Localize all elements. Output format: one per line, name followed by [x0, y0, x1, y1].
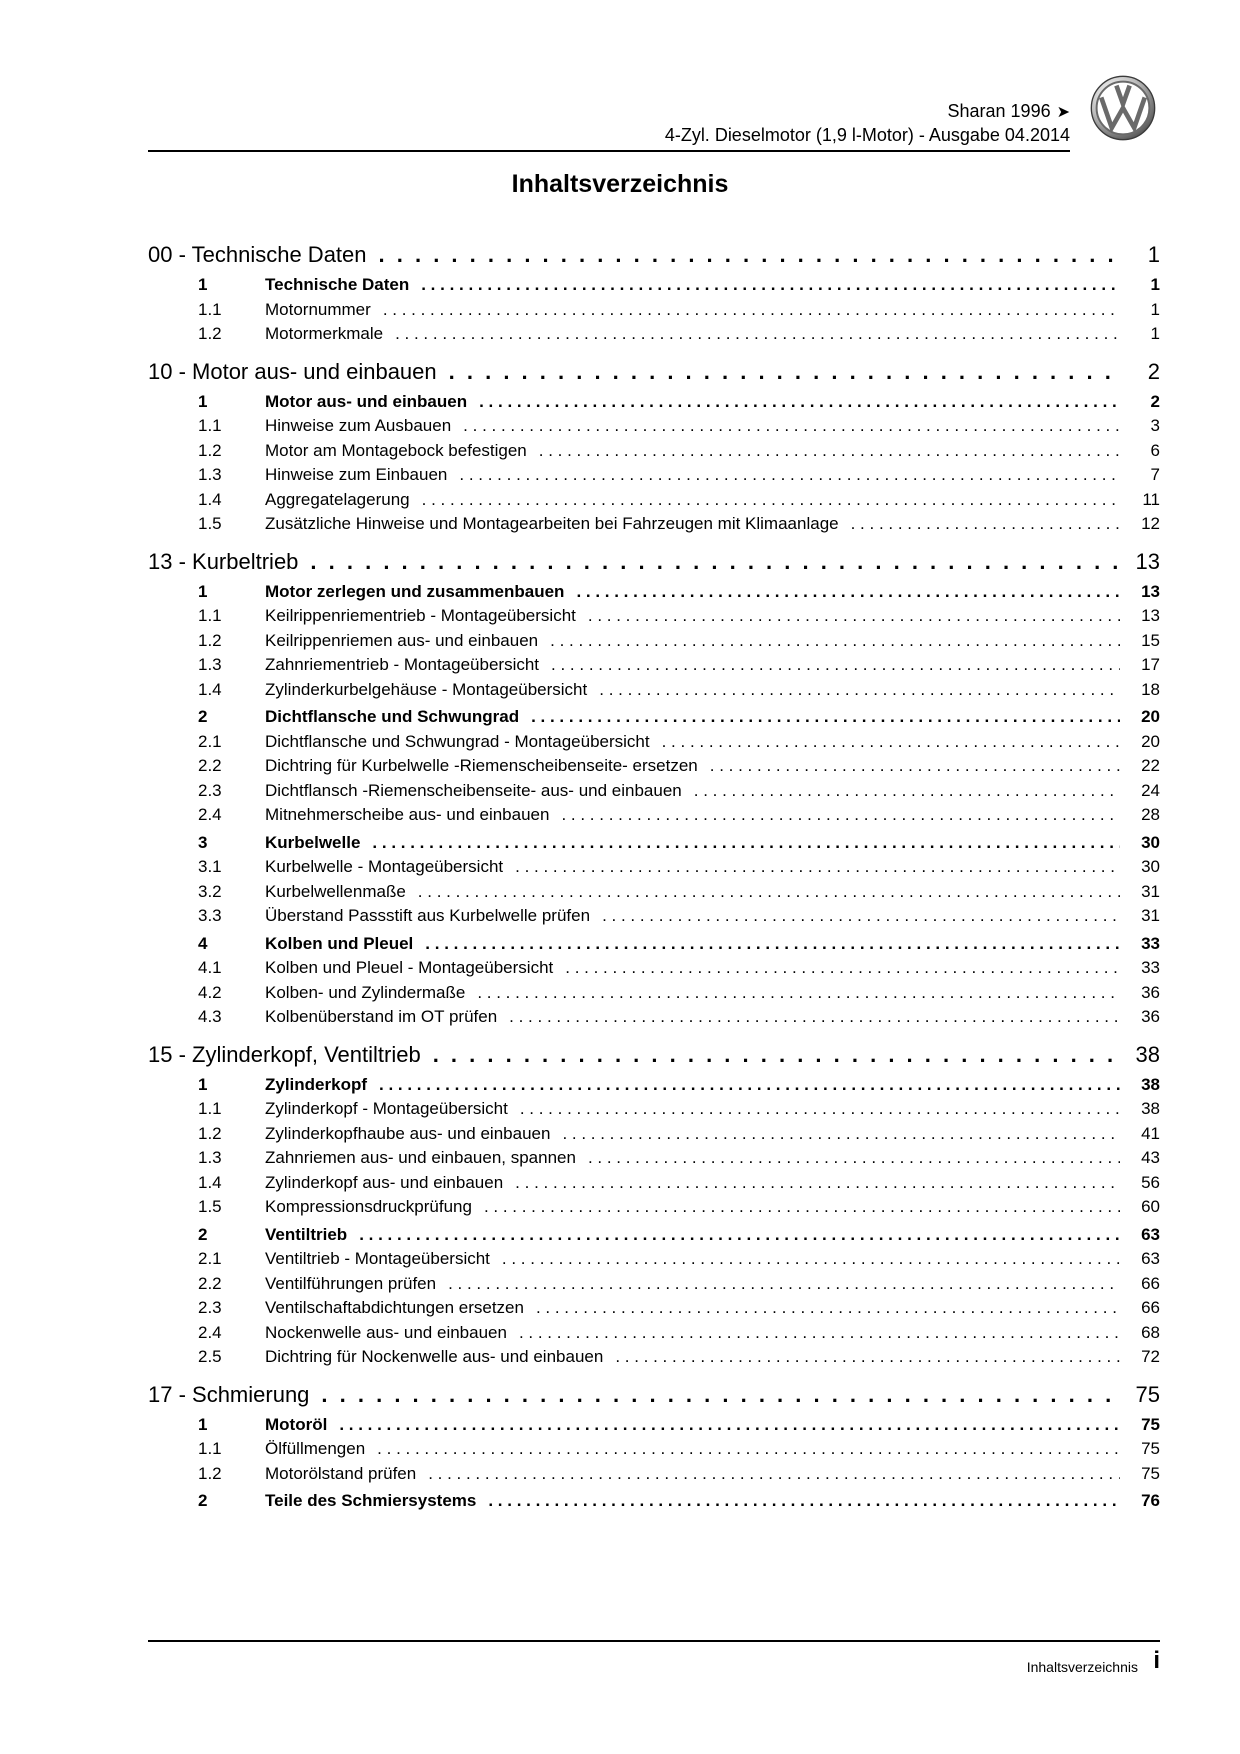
- toc-subsection[interactable]: [148, 981, 1160, 1006]
- entry-label: Motorölstand prüfen: [265, 1463, 417, 1483]
- entry-number: 1.4: [198, 489, 222, 509]
- dot-leader: [422, 488, 1120, 513]
- entry-number: 3: [198, 832, 208, 852]
- dot-leader: [519, 1321, 1120, 1346]
- entry-number: 1.1: [198, 1099, 222, 1118]
- entry-number: 1: [198, 1414, 208, 1434]
- entry-label: Ventiltrieb - Montageübersicht: [265, 1249, 490, 1268]
- entry-label: Keilrippenriementrieb - Montageübersicht: [265, 606, 576, 625]
- entry-number: 1.2: [198, 630, 222, 650]
- entry-number: 1.1: [198, 1439, 222, 1458]
- dot-leader: [359, 1222, 1120, 1248]
- entry-label: Kurbelwelle: [265, 832, 361, 852]
- entry-page-number: 11: [1142, 489, 1160, 509]
- toc-subsection[interactable]: [148, 322, 1160, 347]
- dot-leader: [484, 1195, 1120, 1220]
- entry-number: 1.2: [198, 1463, 222, 1483]
- entry-page-number: 2: [1147, 358, 1160, 384]
- entry-number: 1.1: [198, 299, 222, 319]
- entry-number: 2.4: [198, 805, 222, 824]
- dot-leader: [562, 1122, 1120, 1147]
- toc-subsection[interactable]: [148, 604, 1160, 629]
- dot-leader: [509, 1005, 1120, 1030]
- entry-page-number: 1: [1150, 299, 1160, 319]
- toc-subsection[interactable]: [148, 779, 1160, 804]
- dot-leader: [459, 463, 1120, 488]
- entry-page-number: 22: [1141, 756, 1160, 775]
- entry-page-number: 12: [1141, 514, 1160, 533]
- toc-subsection[interactable]: [148, 439, 1160, 464]
- entry-label: Überstand Passstift aus Kurbelwelle prüfen: [265, 906, 591, 925]
- toc-chapter[interactable]: [148, 547, 1160, 577]
- entry-label: Dichtflansche und Schwungrad: [265, 707, 520, 726]
- entry-number: 1.3: [198, 655, 222, 674]
- entry-label: Keilrippenriemen aus- und einbauen: [265, 630, 539, 650]
- toc-section[interactable]: [148, 579, 1160, 605]
- dot-leader: [448, 1272, 1120, 1297]
- toc-chapter[interactable]: [148, 357, 1160, 387]
- entry-page-number: 41: [1141, 1123, 1160, 1143]
- dot-leader: [520, 1097, 1120, 1122]
- dot-leader: [383, 298, 1120, 323]
- entry-label: Kolben und Pleuel - Montageübersicht: [265, 958, 554, 977]
- entry-label: Kurbelwellenmaße: [265, 881, 406, 901]
- entry-page-number: 66: [1141, 1273, 1160, 1293]
- dot-leader: [561, 803, 1120, 828]
- toc-chapter[interactable]: [148, 1040, 1160, 1070]
- dot-leader: [588, 604, 1120, 629]
- dot-leader: [433, 1040, 1120, 1070]
- entry-number: 2.2: [198, 1273, 222, 1293]
- dot-leader: [488, 1488, 1120, 1514]
- entry-label: Zylinderkopf: [265, 1074, 368, 1094]
- toc-section[interactable]: [148, 931, 1160, 957]
- next-arrow-icon: ➤: [1056, 104, 1070, 121]
- dot-leader: [710, 754, 1120, 779]
- entry-number: 1: [198, 391, 208, 411]
- entry-label: 13 - Kurbeltrieb: [148, 548, 299, 574]
- entry-page-number: 36: [1141, 982, 1160, 1002]
- entry-number: 3.1: [198, 857, 222, 876]
- entry-page-number: 30: [1141, 857, 1160, 876]
- toc-subsection[interactable]: [148, 855, 1160, 880]
- entry-label: Motormerkmale: [265, 324, 384, 343]
- entry-number: 4.1: [198, 958, 222, 977]
- dot-leader: [425, 931, 1120, 957]
- dot-leader: [576, 579, 1120, 605]
- entry-label: Ventilführungen prüfen: [265, 1273, 437, 1293]
- entry-page-number: 15: [1141, 630, 1160, 650]
- dot-leader: [449, 357, 1120, 387]
- entry-page-number: 72: [1141, 1347, 1160, 1366]
- entry-page-number: 33: [1141, 958, 1160, 977]
- entry-label: 17 - Schmierung: [148, 1381, 310, 1407]
- toc-subsection[interactable]: [148, 803, 1160, 828]
- entry-label: Kolben und Pleuel: [265, 933, 414, 953]
- entry-label: Technische Daten: [265, 275, 410, 294]
- dot-leader: [418, 880, 1120, 905]
- toc-subsection[interactable]: [148, 629, 1160, 654]
- entry-page-number: 33: [1141, 933, 1160, 953]
- toc-subsection[interactable]: [148, 678, 1160, 703]
- table-of-contents: [148, 240, 1160, 1514]
- entry-number: 2.4: [198, 1322, 222, 1342]
- entry-number: 4.2: [198, 982, 222, 1002]
- entry-number: 3.2: [198, 881, 222, 901]
- entry-page-number: 1: [1147, 242, 1160, 267]
- toc-subsection[interactable]: [148, 1171, 1160, 1196]
- entry-page-number: 75: [1135, 1381, 1160, 1407]
- entry-label: Hinweise zum Ausbauen: [265, 416, 452, 435]
- toc-subsection[interactable]: [148, 298, 1160, 323]
- entry-page-number: 66: [1141, 1298, 1160, 1317]
- dot-leader: [662, 730, 1120, 755]
- entry-page-number: 2: [1150, 391, 1160, 411]
- toc-subsection[interactable]: [148, 1296, 1160, 1321]
- dot-leader: [379, 1072, 1120, 1098]
- entry-page-number: 13: [1141, 606, 1160, 625]
- dot-leader: [851, 512, 1120, 537]
- dot-leader: [477, 981, 1120, 1006]
- toc-subsection[interactable]: [148, 1462, 1160, 1487]
- entry-label: Hinweise zum Einbauen: [265, 465, 448, 484]
- toc-section[interactable]: [148, 704, 1160, 730]
- dot-leader: [479, 389, 1120, 415]
- entry-page-number: 36: [1141, 1007, 1160, 1026]
- toc-subsection[interactable]: [148, 1345, 1160, 1370]
- entry-number: 2.5: [198, 1347, 222, 1366]
- entry-number: 1: [198, 1074, 208, 1094]
- entry-label: Mitnehmerscheibe aus- und einbauen: [265, 805, 550, 824]
- entry-label: Teile des Schmiersystems: [265, 1491, 477, 1510]
- entry-number: 2.2: [198, 756, 222, 775]
- entry-label: Ventilschaftabdichtungen ersetzen: [265, 1298, 524, 1317]
- entry-page-number: 31: [1141, 881, 1160, 901]
- entry-page-number: 18: [1141, 679, 1160, 699]
- entry-page-number: 75: [1141, 1414, 1160, 1434]
- entry-label: Kurbelwelle - Montageübersicht: [265, 857, 504, 876]
- entry-number: 4: [198, 933, 208, 953]
- entry-label: Motoröl: [265, 1414, 328, 1434]
- dot-leader: [550, 629, 1120, 654]
- entry-number: 1.4: [198, 679, 222, 699]
- toc-section[interactable]: [148, 389, 1160, 415]
- toc-subsection[interactable]: [148, 1437, 1160, 1462]
- entry-number: 2.1: [198, 731, 222, 751]
- toc-section[interactable]: [148, 1488, 1160, 1514]
- dot-leader: [515, 855, 1120, 880]
- toc-subsection[interactable]: [148, 1195, 1160, 1220]
- entry-page-number: 1: [1150, 275, 1160, 294]
- entry-label: Motor am Montagebock befestigen: [265, 440, 527, 460]
- entry-page-number: 13: [1135, 548, 1160, 574]
- toc-section[interactable]: [148, 1222, 1160, 1248]
- toc-subsection[interactable]: [148, 754, 1160, 779]
- entry-page-number: 75: [1141, 1439, 1160, 1458]
- entry-label: Nockenwelle aus- und einbauen: [265, 1322, 507, 1342]
- entry-label: Ölfüllmengen: [265, 1439, 366, 1458]
- entry-page-number: 60: [1141, 1197, 1160, 1216]
- entry-page-number: 68: [1141, 1322, 1160, 1342]
- entry-page-number: 38: [1141, 1074, 1160, 1094]
- entry-number: 1.2: [198, 1123, 222, 1143]
- entry-number: 1.3: [198, 1148, 222, 1167]
- page-footer: [148, 1640, 1160, 1675]
- toc-subsection[interactable]: [148, 414, 1160, 439]
- entry-page-number: 38: [1135, 1041, 1160, 1067]
- dot-leader: [502, 1247, 1120, 1272]
- entry-number: 1: [198, 275, 208, 294]
- entry-label: 10 - Motor aus- und einbauen: [148, 358, 437, 384]
- dot-leader: [515, 1171, 1120, 1196]
- vw-logo: [1090, 75, 1156, 141]
- entry-label: Zylinderkopf - Montageübersicht: [265, 1099, 508, 1118]
- dot-leader: [565, 956, 1120, 981]
- entry-label: 15 - Zylinderkopf, Ventiltrieb: [148, 1041, 421, 1067]
- dot-leader: [551, 653, 1120, 678]
- entry-number: 1: [198, 581, 208, 601]
- dot-leader: [310, 547, 1120, 577]
- entry-page-number: 20: [1141, 731, 1160, 751]
- entry-page-number: 3: [1150, 416, 1160, 435]
- entry-label: Motor zerlegen und zusammenbauen: [265, 581, 565, 601]
- toc-section[interactable]: [148, 830, 1160, 856]
- dot-leader: [539, 439, 1120, 464]
- entry-label: Dichtring für Kurbelwelle -Riemenscheibenseite- ersetzen: [265, 756, 698, 775]
- toc-subsection[interactable]: [148, 1146, 1160, 1171]
- header-text: [665, 100, 1070, 147]
- toc-subsection[interactable]: [148, 1321, 1160, 1346]
- entry-label: Dichtflansch -Riemenscheibenseite- aus- und einbauen: [265, 780, 682, 800]
- footer-page-number: i: [1153, 1647, 1160, 1674]
- dot-leader: [602, 904, 1120, 929]
- entry-number: 4.3: [198, 1007, 222, 1026]
- entry-label: Motor aus- und einbauen: [265, 391, 468, 411]
- entry-number: 2.3: [198, 1298, 222, 1317]
- toc-subsection[interactable]: [148, 904, 1160, 929]
- entry-number: 2: [198, 707, 208, 726]
- entry-page-number: 1: [1150, 324, 1160, 343]
- entry-number: 3.3: [198, 906, 222, 925]
- entry-page-number: 63: [1141, 1224, 1160, 1244]
- entry-page-number: 20: [1141, 707, 1160, 726]
- toc-subsection[interactable]: [148, 1272, 1160, 1297]
- entry-number: 1.5: [198, 514, 222, 533]
- toc-subsection[interactable]: [148, 956, 1160, 981]
- entry-page-number: 75: [1141, 1463, 1160, 1483]
- toc-subsection[interactable]: [148, 488, 1160, 513]
- dot-leader: [588, 1146, 1120, 1171]
- model-line: [665, 100, 1070, 124]
- dot-leader: [372, 830, 1120, 856]
- entry-number: 1.4: [198, 1172, 222, 1192]
- page-header: [148, 86, 1070, 152]
- entry-label: Zahnriemen aus- und einbauen, spannen: [265, 1148, 576, 1167]
- dot-leader: [339, 1412, 1120, 1438]
- toc-subsection[interactable]: [148, 1097, 1160, 1122]
- entry-page-number: 76: [1141, 1491, 1160, 1510]
- dot-leader: [615, 1345, 1120, 1370]
- dot-leader: [536, 1296, 1120, 1321]
- entry-number: 2: [198, 1224, 208, 1244]
- entry-label: Zylinderkurbelgehäuse - Montageübersicht: [265, 679, 588, 699]
- entry-label: Zylinderkopfhaube aus- und einbauen: [265, 1123, 551, 1143]
- entry-number: 1.2: [198, 324, 222, 343]
- toc-chapter[interactable]: [148, 1380, 1160, 1410]
- dot-leader: [463, 414, 1120, 439]
- model-name: Sharan 1996: [947, 101, 1051, 121]
- entry-page-number: 7: [1150, 465, 1160, 484]
- dot-leader: [395, 322, 1120, 347]
- dot-leader: [421, 272, 1120, 298]
- toc-subsection[interactable]: [148, 1122, 1160, 1147]
- dot-leader: [321, 1380, 1120, 1410]
- toc-subsection[interactable]: [148, 463, 1160, 488]
- entry-number: 1.3: [198, 465, 222, 484]
- toc-chapter[interactable]: [148, 240, 1160, 270]
- entry-page-number: 38: [1141, 1099, 1160, 1118]
- entry-page-number: 56: [1141, 1172, 1160, 1192]
- entry-page-number: 6: [1150, 440, 1160, 460]
- dot-leader: [379, 240, 1120, 270]
- entry-page-number: 31: [1141, 906, 1160, 925]
- page-title: Inhaltsverzeichnis: [511, 170, 729, 198]
- entry-number: 1.5: [198, 1197, 222, 1216]
- entry-label: Kolbenüberstand im OT prüfen: [265, 1007, 498, 1026]
- toc-subsection[interactable]: [148, 1247, 1160, 1272]
- entry-label: Motornummer: [265, 299, 371, 319]
- entry-label: Dichtflansche und Schwungrad - Montageübersicht: [265, 731, 650, 751]
- entry-number: 2.3: [198, 780, 222, 800]
- toc-section[interactable]: [148, 1412, 1160, 1438]
- toc-subsection[interactable]: [148, 730, 1160, 755]
- footer-label: Inhaltsverzeichnis: [1026, 1659, 1138, 1675]
- entry-label: Kolben- und Zylindermaße: [265, 982, 466, 1002]
- dot-leader: [428, 1462, 1120, 1487]
- entry-number: 1.1: [198, 606, 222, 625]
- entry-page-number: 30: [1141, 832, 1160, 852]
- toc-subsection[interactable]: [148, 1005, 1160, 1030]
- entry-number: 2: [198, 1491, 208, 1510]
- toc-subsection[interactable]: [148, 880, 1160, 905]
- entry-label: 00 - Technische Daten: [148, 242, 367, 267]
- entry-number: 2.1: [198, 1249, 222, 1268]
- entry-page-number: 24: [1141, 780, 1160, 800]
- entry-label: Ventiltrieb: [265, 1224, 348, 1244]
- toc-section[interactable]: [148, 1072, 1160, 1098]
- dot-leader: [531, 704, 1120, 730]
- toc-section[interactable]: [148, 272, 1160, 298]
- entry-label: Zahnriementrieb - Montageübersicht: [265, 655, 540, 674]
- manual-subtitle: 4-Zyl. Dieselmotor (1,9 l-Motor) - Ausgabe 04.2014: [664, 125, 1070, 145]
- toc-subsection[interactable]: [148, 512, 1160, 537]
- entry-page-number: 43: [1141, 1148, 1160, 1167]
- dot-leader: [377, 1437, 1120, 1462]
- entry-label: Aggregatelagerung: [265, 489, 410, 509]
- entry-label: Zylinderkopf aus- und einbauen: [265, 1172, 504, 1192]
- entry-page-number: 17: [1141, 655, 1160, 674]
- entry-number: 1.1: [198, 416, 222, 435]
- entry-label: Dichtring für Nockenwelle aus- und einbauen: [265, 1347, 604, 1366]
- entry-page-number: 13: [1141, 581, 1160, 601]
- entry-page-number: 28: [1141, 805, 1160, 824]
- entry-label: Kompressionsdruckprüfung: [265, 1197, 472, 1216]
- entry-label: Zusätzliche Hinweise und Montagearbeiten bei Fahrzeugen mit Klimaanlage: [265, 514, 839, 533]
- entry-number: 1.2: [198, 440, 222, 460]
- entry-page-number: 63: [1141, 1249, 1160, 1268]
- toc-subsection[interactable]: [148, 653, 1160, 678]
- dot-leader: [694, 779, 1120, 804]
- dot-leader: [599, 678, 1120, 703]
